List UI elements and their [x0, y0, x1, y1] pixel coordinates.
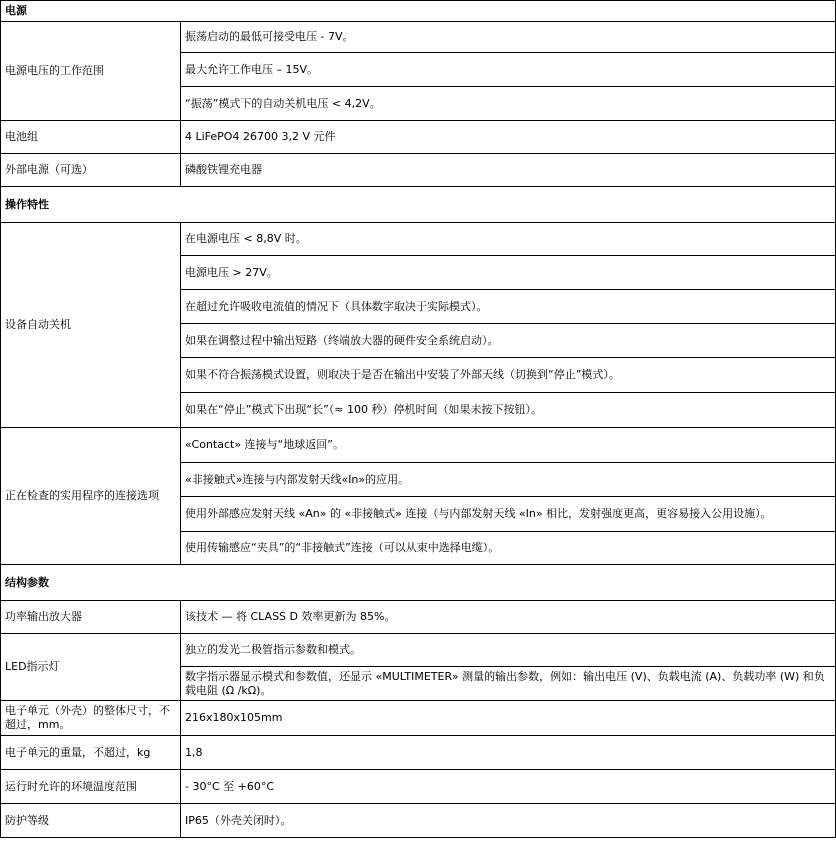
table-row: [1, 154, 836, 187]
section-title: 结构参数: [1, 565, 836, 601]
table-row: [1, 121, 836, 154]
table-row: [1, 804, 836, 838]
row-label: 外部电源（可选）: [1, 154, 181, 187]
row-value: 216x180x105mm: [181, 701, 836, 736]
section-title: 电源: [1, 1, 836, 22]
row-label: 正在检查的实用程序的连接选项: [1, 428, 181, 565]
row-value: IP65（外壳关闭时）。: [181, 804, 836, 838]
row-label: 电源电压的工作范围: [1, 22, 181, 121]
row-value: 使用外部感应发射天线 «An» 的 «非接触式» 连接（与内部发射天线 «In» 相比，发射强度更高，更容易接入公用设施）。: [181, 497, 836, 532]
row-value: 磷酸铁锂充电器: [181, 154, 836, 187]
row-value: 在超过允许吸收电流值的情况下（具体数字取决于实际模式）。: [181, 290, 836, 324]
section-title: 操作特性: [1, 187, 836, 223]
row-label: 功率输出放大器: [1, 601, 181, 634]
row-value: 如果在调整过程中输出短路（终端放大器的硬件安全系统启动）。: [181, 324, 836, 358]
table-row: [1, 22, 836, 53]
row-value: «Contact» 连接与“地球返回”。: [181, 428, 836, 463]
row-label: 电子单元（外壳）的整体尺寸，不超过，mm。: [1, 701, 181, 736]
row-label: 设备自动关机: [1, 223, 181, 428]
row-label: 运行时允许的环境温度范围: [1, 770, 181, 804]
table-row: [1, 770, 836, 804]
section-row-power: [1, 1, 836, 22]
table-row: [1, 601, 836, 634]
row-value: «非接触式»连接与内部发射天线«In»的应用。: [181, 463, 836, 497]
row-value: 如果在“停止”模式下出现“长”（≈ 100 秒）停机时间（如果未按下按钮）。: [181, 393, 836, 428]
row-value: 独立的发光二极管指示参数和模式。: [181, 634, 836, 667]
row-value: 振荡启动的最低可接受电压 - 7V。: [181, 22, 836, 53]
row-label: LED指示灯: [1, 634, 181, 701]
row-value: 数字指示器显示模式和参数值，还显示 «MULTIMETER» 测量的输出参数，例如：输出电压 (V)、负载电流 (A)、负载功率 (W) 和负载电阻 (Ω /kΩ)。: [181, 667, 836, 701]
row-value: “振荡”模式下的自动关机电压 < 4,2V。: [181, 87, 836, 121]
row-value: 如果不符合振荡模式设置，则取决于是否在输出中安装了外部天线（切换到“停止”模式）。: [181, 358, 836, 393]
row-value: - 30°C 至 +60°C: [181, 770, 836, 804]
row-value: 1,8: [181, 736, 836, 770]
row-label: 电池组: [1, 121, 181, 154]
row-value: 使用传输感应“夹具”的“非接触式”连接（可以从束中选择电缆）。: [181, 532, 836, 565]
row-value: 该技术 — 将 CLASS D 效率更新为 85%。: [181, 601, 836, 634]
section-row-operation: [1, 187, 836, 223]
table-row: [1, 223, 836, 256]
row-label: 电子单元的重量，不超过，kg: [1, 736, 181, 770]
row-value: 4 LiFePO4 26700 3,2 V 元件: [181, 121, 836, 154]
section-row-structure: [1, 565, 836, 601]
row-value: 电源电压 > 27V。: [181, 256, 836, 290]
row-label: 防护等级: [1, 804, 181, 838]
table-row: [1, 428, 836, 463]
row-value: 在电源电压 < 8,8V 时。: [181, 223, 836, 256]
table-row: [1, 736, 836, 770]
table-row: [1, 701, 836, 736]
row-value: 最大允许工作电压 – 15V。: [181, 53, 836, 87]
table-row: [1, 634, 836, 667]
